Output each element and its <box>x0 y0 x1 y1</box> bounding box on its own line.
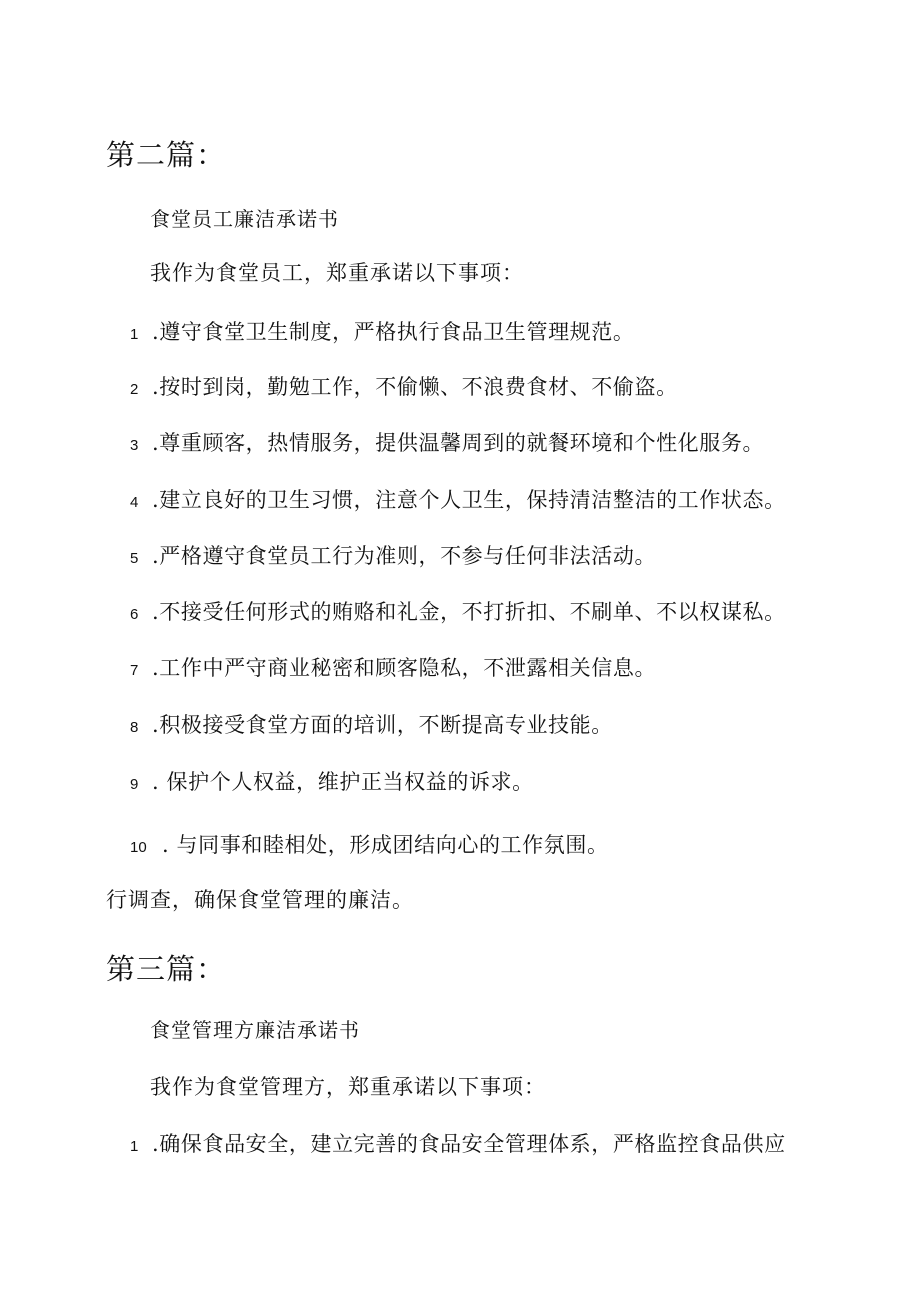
section-3-heading: 第三篇： <box>106 952 227 986</box>
list-item-text: .建立良好的卫生习惯，注意个人卫生，保持清洁整洁的工作状态。 <box>152 488 786 512</box>
list-item-text: . 保护个人权益，维护正当权益的诉求。 <box>152 770 534 794</box>
section-3-title: 食堂管理方廉洁承诺书 <box>150 1018 360 1042</box>
list-item-number: 4 <box>130 494 139 511</box>
section-2-title: 食堂员工廉洁承诺书 <box>150 207 339 231</box>
section-2-intro: 我作为食堂员工，郑重承诺以下事项： <box>150 261 524 285</box>
list-item <box>130 484 786 514</box>
section-3-intro: 我作为食堂管理方，郑重承诺以下事项： <box>150 1075 546 1099</box>
list-item-text: .工作中严守商业秘密和顾客隐私，不泄露相关信息。 <box>152 656 657 680</box>
list-item-text: .积极接受食堂方面的培训，不断提高专业技能。 <box>152 713 613 737</box>
list-item <box>130 766 534 796</box>
list-item-number: 2 <box>130 381 139 398</box>
list-item-number: 1 <box>130 1138 139 1155</box>
list-item <box>130 1128 786 1158</box>
list-item-text: .不接受任何形式的贿赂和礼金，不打折扣、不刷单、不以权谋私。 <box>152 600 786 624</box>
list-item <box>130 652 656 682</box>
list-item-number: 6 <box>130 606 139 623</box>
list-item <box>130 829 609 859</box>
continuation-text: 行调查，确保食堂管理的廉洁。 <box>106 888 414 912</box>
list-item <box>130 427 764 457</box>
list-item-number: 9 <box>130 776 139 793</box>
list-item-text: .按时到岗，勤勉工作，不偷懒、不浪费食材、不偷盗。 <box>152 375 678 399</box>
list-item-text: .遵守食堂卫生制度，严格执行食品卫生管理规范。 <box>152 320 635 344</box>
list-item-number: 3 <box>130 437 139 454</box>
list-item <box>130 596 786 626</box>
list-item-number: 1 <box>130 326 139 343</box>
list-item <box>130 540 656 570</box>
list-item-text: .确保食品安全，建立完善的食品安全管理体系，严格监控食品供应 <box>152 1132 786 1156</box>
list-item-number: 5 <box>130 550 139 567</box>
list-item-number: 8 <box>130 719 139 736</box>
section-2-heading: 第二篇： <box>106 138 227 172</box>
list-item-text: . 与同事和睦相处，形成团结向心的工作氛围。 <box>162 833 609 857</box>
list-item-text: .严格遵守食堂员工行为准则，不参与任何非法活动。 <box>152 544 657 568</box>
list-item-number: 10 <box>130 839 147 856</box>
list-item <box>130 316 634 346</box>
list-item-text: .尊重顾客，热情服务，提供温馨周到的就餐环境和个性化服务。 <box>152 431 765 455</box>
list-item <box>130 709 613 739</box>
list-item <box>130 371 678 401</box>
list-item-number: 7 <box>130 662 139 679</box>
